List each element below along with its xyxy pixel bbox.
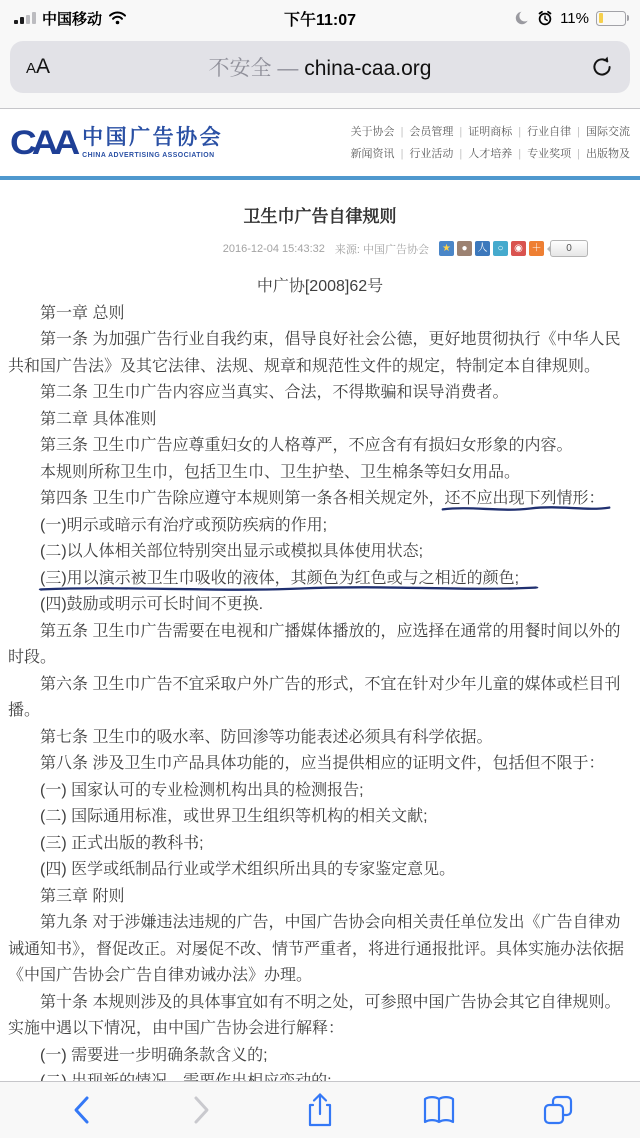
article-paragraph: (三) 正式出版的教科书; (40, 834, 204, 852)
article (0, 180, 640, 1122)
browser-toolbar (0, 1081, 640, 1138)
share-buttons (439, 241, 544, 256)
article-paragraph: 第十条 本规则涉及的具体事宜如有不明之处，可参照中国广告协会其它自律规则。实施中遇以下情况，由中国广告协会进行解释： (8, 993, 621, 1037)
caa-logo-mark: CAA (10, 123, 76, 162)
more-share-icon[interactable]: ＋ (529, 241, 544, 256)
article-paragraph: (一) 国家认可的专业检测机构出具的检测报告; (40, 781, 364, 799)
tencent-weibo-share-icon[interactable]: ○ (493, 241, 508, 256)
article-paragraph: 第五条 卫生巾广告需要在电视和广播媒体播放的，应选择在通常的用餐时间以外的时段。 (8, 622, 621, 666)
article-paragraph: 第九条 对于涉嫌违法违规的广告，中国广告协会向相关责任单位发出《广告自律劝诫通知书》，督促改正。对屡促不改、情节严重者，将进行通报批评。具体实施办法依据《中国广告协会广告自律劝诫办法》办理。 (8, 914, 625, 984)
article-paragraph: (四) 医学或纸制品行业或学术组织所出具的专家鉴定意见。 (40, 861, 456, 878)
bookmarks-button[interactable] (417, 1088, 461, 1132)
article-paragraph: 第四条 卫生巾广告除应遵守本规则第一条各相关规定外，还不应出现下列情形： (8, 486, 632, 513)
renren-share-icon[interactable]: 人 (475, 241, 490, 256)
article-paragraph: (二)以人体相关部位特别突出显示或模拟具体使用状态; (40, 543, 424, 560)
carrier-label: 中国移动 (42, 10, 103, 28)
share-button[interactable] (298, 1088, 342, 1132)
site-name-cn: 中国广告协会 (82, 125, 224, 149)
do-not-disturb-moon-icon (514, 10, 530, 26)
battery-icon (596, 11, 626, 26)
article-paragraph: 第一章 总则 (40, 304, 125, 322)
article-meta (0, 240, 640, 257)
forward-button[interactable] (179, 1088, 223, 1132)
clock-label: 下午11:07 (283, 11, 357, 29)
battery-percent-label: 11% (560, 9, 589, 27)
alarm-clock-icon (537, 10, 553, 26)
reload-button[interactable] (590, 55, 614, 79)
article-paragraph: 中广协[2008]62号 (256, 278, 384, 295)
address-bar[interactable] (10, 41, 630, 93)
back-button[interactable] (60, 1088, 104, 1132)
site-nav-link[interactable]: | 证明商标 (453, 126, 512, 138)
site-nav-link[interactable]: | 国际交流 (571, 126, 630, 138)
tabs-button[interactable] (536, 1088, 580, 1132)
domain-label: china-caa.org (304, 57, 432, 80)
cellular-signal-icon (14, 12, 36, 24)
publish-date: 2016-12-04 15:43:32 (222, 242, 325, 255)
browser-chrome (0, 0, 640, 109)
wifi-icon (108, 11, 127, 25)
article-paragraph: 本规则所称卫生巾，包括卫生巾、卫生护垫、卫生棉条等妇女用品。 (40, 463, 521, 481)
site-nav-link[interactable]: 关于协会 (350, 125, 395, 138)
site-nav-link[interactable]: | 专业奖项 (512, 148, 571, 160)
article-paragraph: 第三章 附则 (40, 887, 125, 905)
site-nav-link[interactable]: | 行业活动 (395, 148, 454, 160)
article-paragraph: 第七条 卫生巾的吸水率、防回渗等功能表述必须具有科学依据。 (40, 728, 493, 746)
site-nav-link[interactable]: 新闻资讯 (350, 147, 395, 160)
share-count-badge[interactable]: 0 (550, 240, 588, 257)
article-title: 卫生巾广告自律规则 (243, 207, 397, 226)
article-paragraph: 第一条 为加强广告行业自我约束，倡导良好社会公德，更好地贯彻执行《中华人民共和国广告法》及其它法律、法规、规章和规范性文件的规定，特制定本自律规则。 (8, 331, 621, 375)
page-address[interactable]: 不安全 — china-caa.org (208, 57, 432, 80)
tieba-share-icon[interactable]: ● (457, 241, 472, 256)
underlined-text: (三)用以演示被卫生巾吸收的液体，其颜色为红色或与之相近的颜色; (40, 570, 519, 587)
article-body (0, 274, 640, 1122)
article-paragraph (8, 566, 632, 593)
article-source: 来源: 中国广告协会 (334, 243, 429, 256)
site-nav-link[interactable]: | 出版物及 (571, 148, 630, 160)
article-paragraph: (四)鼓励或明示可长时间不更换. (40, 596, 264, 613)
site-nav-row-1 (351, 121, 630, 143)
qzone-share-icon[interactable]: ★ (439, 241, 454, 256)
article-paragraph: 第八条 涉及卫生巾产品具体功能的，应当提供相应的证明文件，包括但不限于： (40, 755, 605, 772)
article-paragraph: 第三条 卫生巾广告应尊重妇女的人格尊严，不应含有有损妇女形象的内容。 (40, 437, 573, 454)
status-bar (0, 0, 640, 36)
site-nav-row-2 (351, 143, 630, 165)
text-size-button[interactable]: A A (26, 55, 51, 78)
address-bar-row (0, 36, 640, 93)
site-nav-link[interactable]: | 行业自律 (512, 126, 571, 138)
article-paragraph: (一) 需要进一步明确条款含义的; (40, 1046, 268, 1064)
site-nav (351, 121, 630, 165)
site-header (0, 109, 640, 176)
article-paragraph: (二) 国际通用标准，或世界卫生组织等机构的相关文献; (40, 808, 428, 825)
site-nav-link[interactable]: | 人才培养 (453, 148, 512, 160)
article-paragraph: 第六条 卫生巾广告不宜采取户外广告的形式，不宜在针对少年儿童的媒体或栏目刊播。 (8, 675, 621, 719)
article-paragraph: 第二章 具体准则 (40, 410, 157, 428)
underlined-text: 还不应出现下列情形： (444, 490, 604, 507)
sina-weibo-share-icon[interactable]: ◉ (511, 241, 526, 256)
caa-logo[interactable] (10, 124, 223, 161)
article-paragraph: (一)明示或暗示有治疗或预防疾病的作用; (40, 516, 328, 534)
article-paragraph: 第二条 卫生巾广告内容应当真实、合法，不得欺骗和误导消费者。 (40, 384, 509, 401)
site-nav-link[interactable]: | 会员管理 (395, 126, 454, 138)
site-name-en: CHINA ADVERTISING ASSOCIATION (82, 151, 215, 159)
